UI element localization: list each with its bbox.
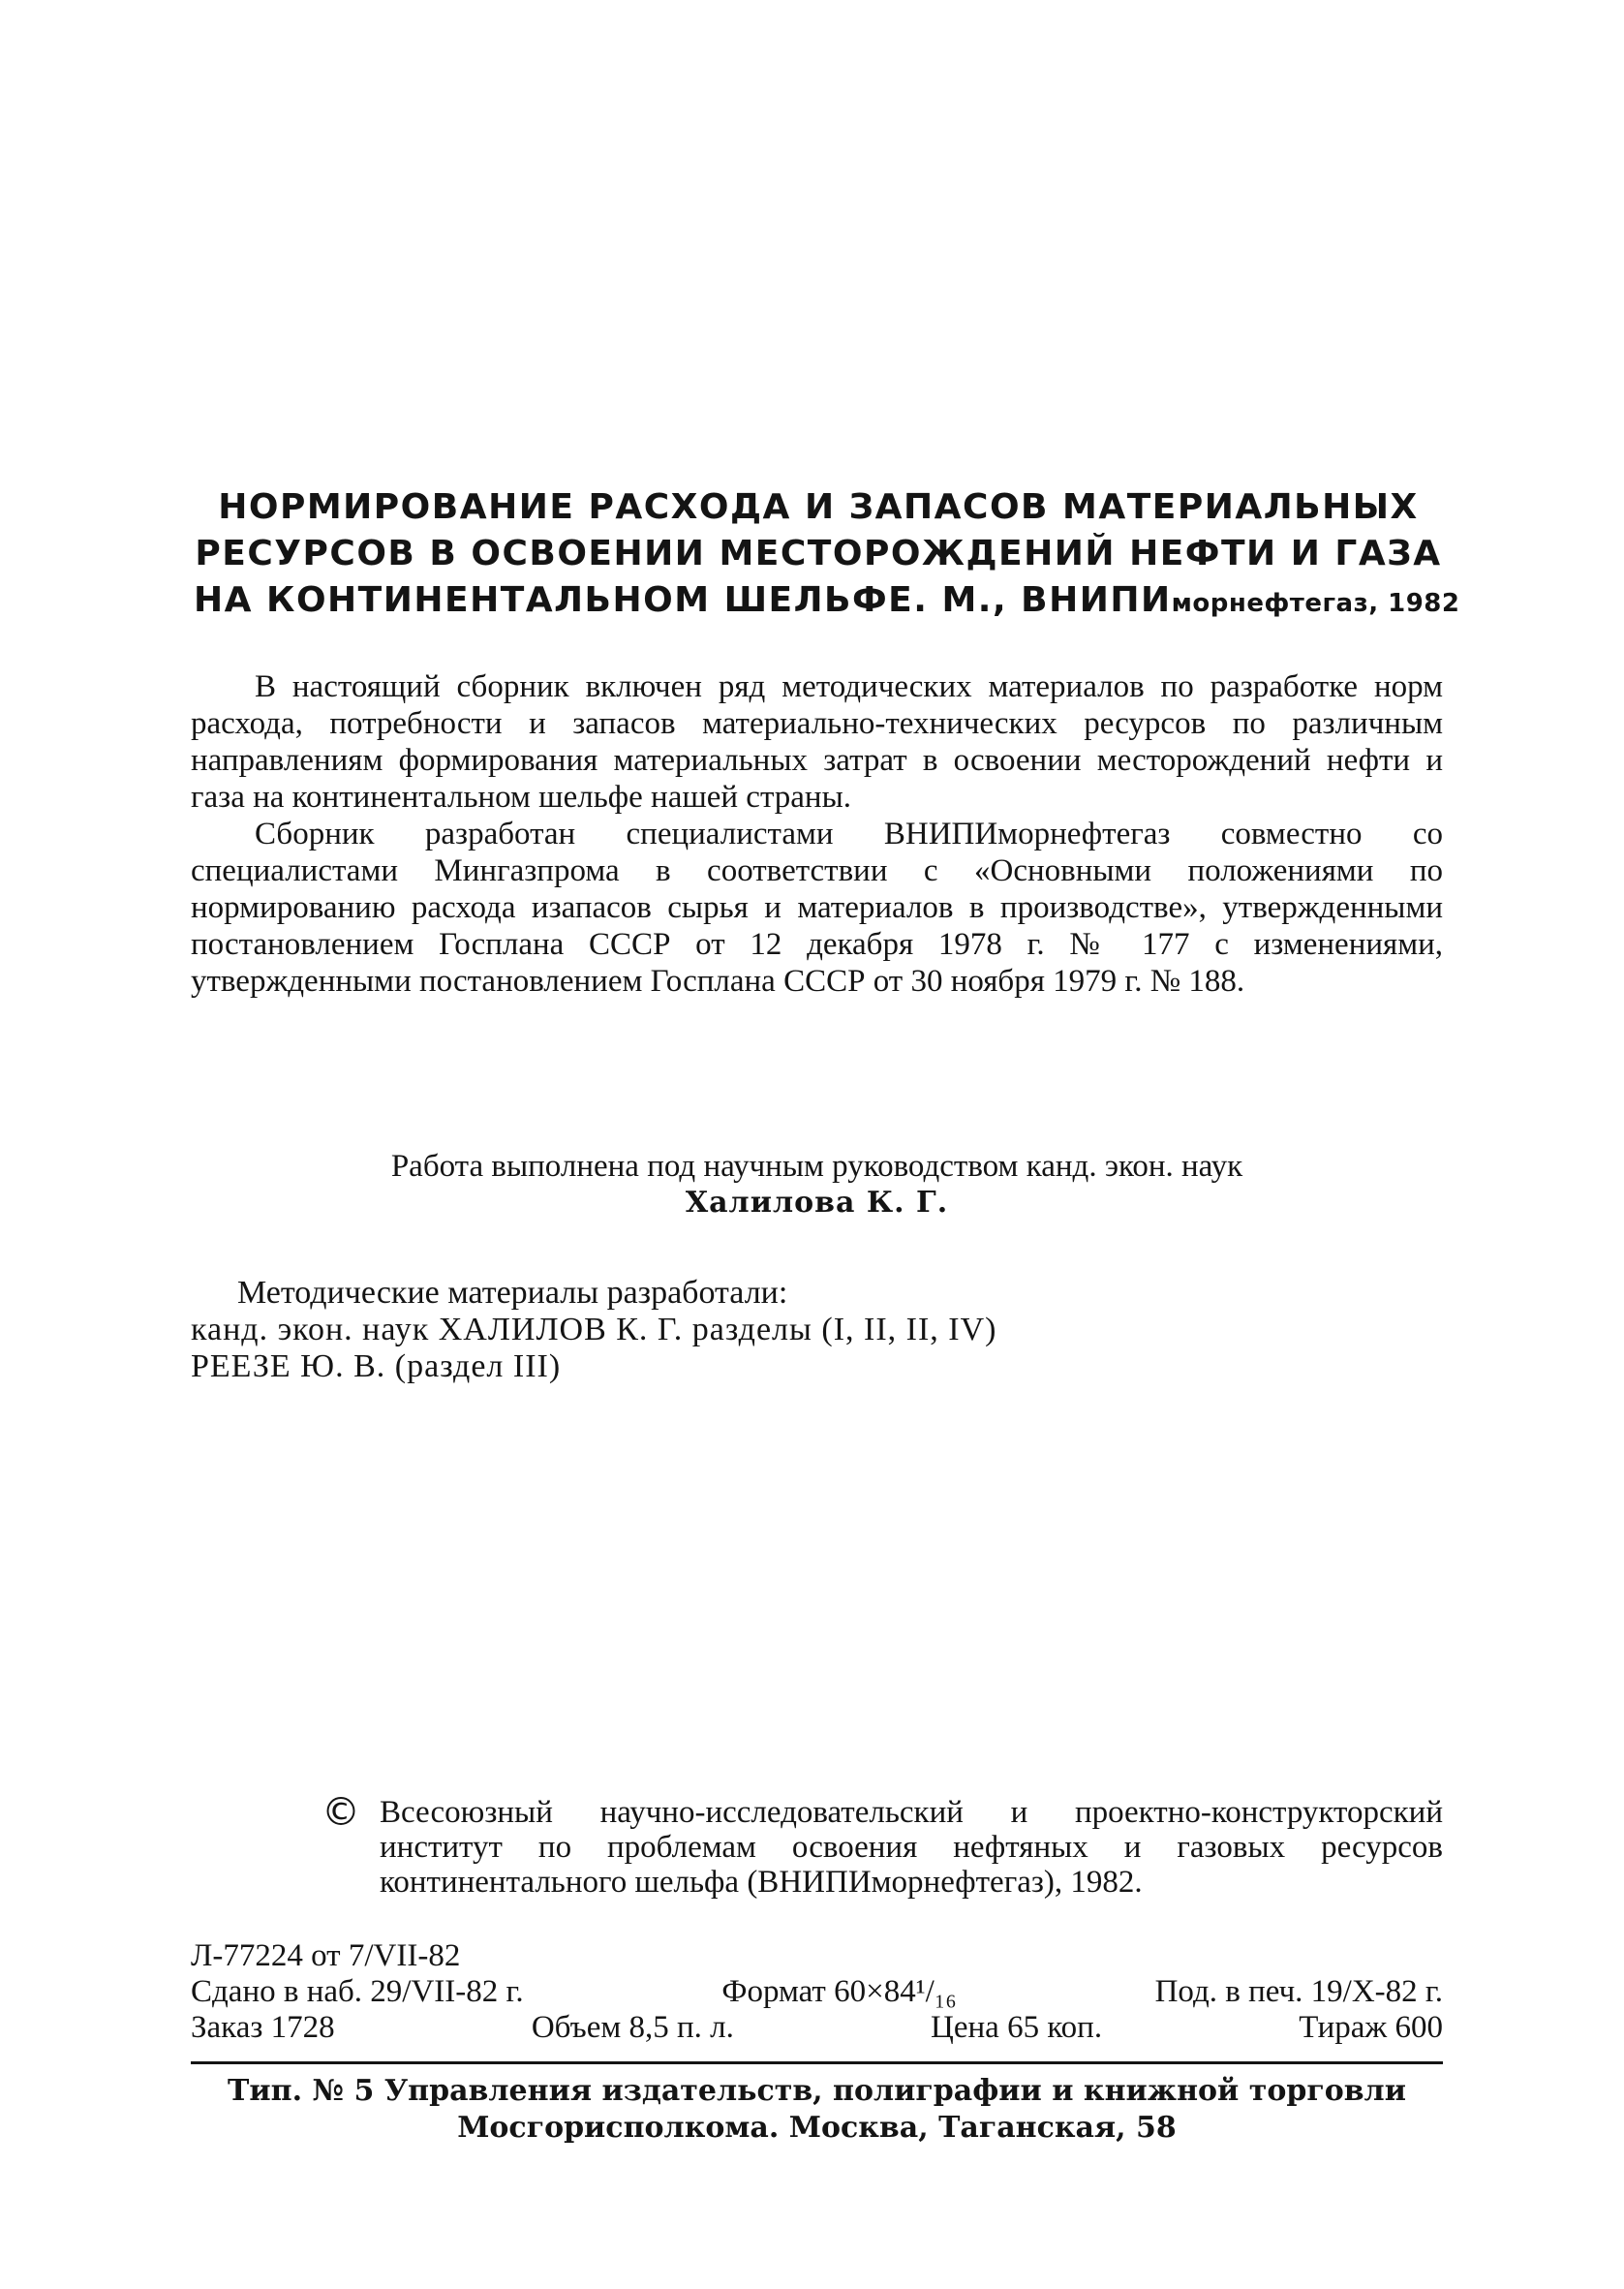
title-line-3-main: НА КОНТИНЕНТАЛЬНОМ ШЕЛЬФЕ. М., ВНИПИ	[194, 580, 1172, 620]
imprint-row-2	[191, 2009, 1443, 2046]
copyright-text: Всесоюзный научно-исследовательский и проектно-конструкторский институт по проблемам освоения нефтяных и газовых ресурсов континентального шельфа (ВНИПИморнефтегаз), 1982.	[380, 1795, 1443, 1900]
abstract	[191, 668, 1443, 1000]
supervision-text: Работа выполнена под научным руководством канд. экон. наук	[390, 1149, 1243, 1184]
imprint-row-1	[191, 1973, 1443, 2010]
printer-line-2: Мосгорисполкома. Москва, Таганская, 58	[457, 2111, 1177, 2145]
title-line-1: НОРМИРОВАНИЕ РАСХОДА И ЗАПАСОВ МАТЕРИАЛЬНЫХ	[218, 487, 1419, 527]
authors-block	[191, 1275, 1443, 1385]
author-line-1: канд. экон. наук ХАЛИЛОВ К. Г. разделы (I, II, II, IV)	[191, 1312, 997, 1347]
title-line-2: РЕСУРСОВ В ОСВОЕНИИ МЕСТОРОЖДЕНИЙ НЕФТИ И ГАЗА	[195, 534, 1442, 573]
license-number: Л-77224 от 7/VII-82	[191, 1938, 461, 1973]
copyright-icon: ©	[322, 1790, 360, 1835]
author-line-2: РЕЕЗЕ Ю. В. (раздел III)	[191, 1348, 562, 1384]
title-line-3	[194, 577, 1460, 627]
printer-info	[191, 2073, 1443, 2147]
volume: Объем 8,5 п. л.	[531, 2010, 734, 2045]
divider-rule	[191, 2061, 1443, 2064]
price: Цена 65 коп.	[931, 2010, 1103, 2045]
submitted-date: Сдано в наб. 29/VII-82 г.	[191, 1974, 524, 2009]
paper-format: Формат 60×84¹/₁₆	[721, 1974, 957, 2009]
order-number: Заказ 1728	[191, 2010, 335, 2045]
supervision-note	[191, 1148, 1443, 1222]
abstract-paragraph-1: В настоящий сборник включен ряд методических материалов по разработке норм расхода, потребности и запасов материально-технических ресурсов по различным направлениям формирования материальных затрат в освоении месторождений нефти и газа на континентальном шельфе нашей страны.	[191, 669, 1443, 815]
abstract-paragraph-2: Сборник разработан специалистами ВНИПИморнефтегаз совместно со специалистами Мингазпрома в соответствии с «Основными положениями по нормированию расхода изапасов сырья и материалов в производстве», утвержденными постановлением Госплана СССР от 12 декабря 1978 г. № 177 с изменениями, утвержденными постановлением Госплана СССР от 30 ноября 1979 г. № 188.	[191, 817, 1443, 999]
signed-to-print: Под. в печ. 19/X-82 г.	[1154, 1974, 1443, 2009]
authors-intro: Методические материалы разработали:	[237, 1275, 788, 1311]
document-title	[194, 484, 1460, 627]
supervisor-name: Халилова К. Г.	[685, 1186, 949, 1220]
copyright-block	[322, 1790, 1443, 1900]
title-line-3-tail: морнефтегаз, 1982	[1171, 589, 1460, 618]
circulation: Тираж 600	[1299, 2010, 1443, 2045]
printer-line-1: Тип. № 5 Управления издательств, полиграфии и книжной торговли	[228, 2074, 1406, 2108]
